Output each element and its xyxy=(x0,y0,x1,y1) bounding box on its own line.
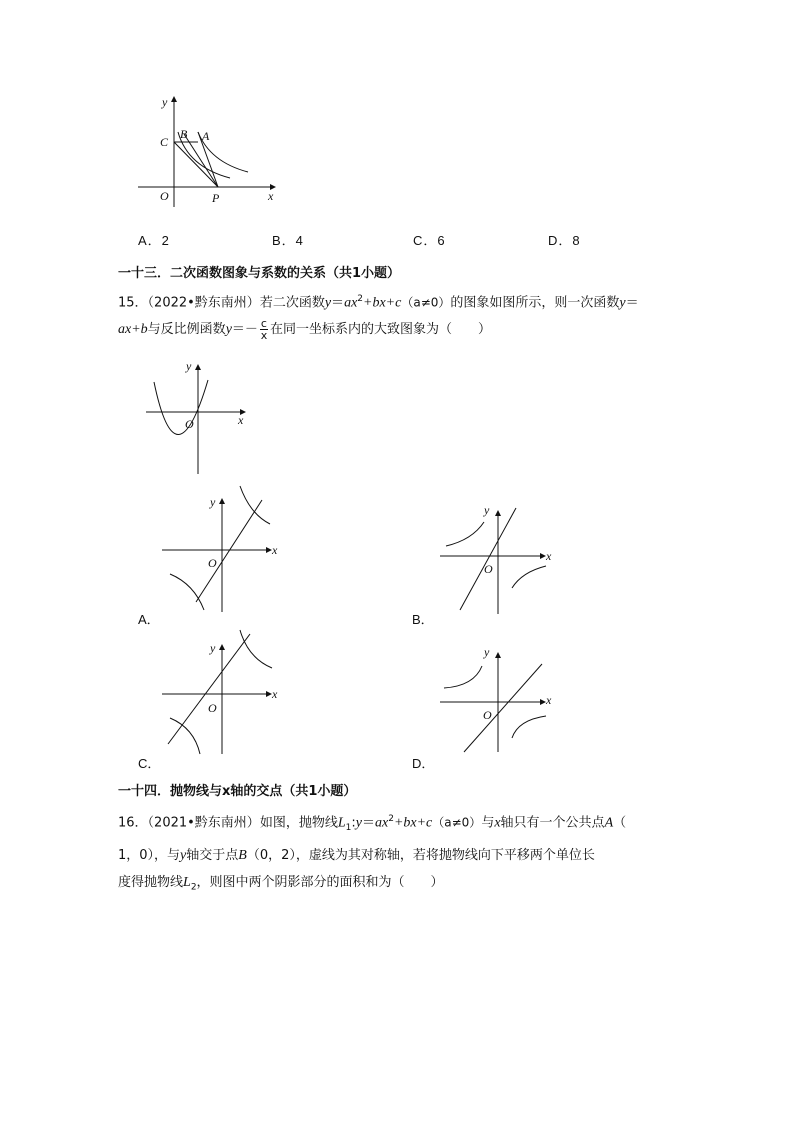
q14-option-b[interactable]: B．4 xyxy=(272,233,304,248)
label-O: O xyxy=(160,189,169,203)
label-x: x xyxy=(546,693,552,707)
q15-eq-linear: ax+b xyxy=(118,322,148,338)
label-O: O xyxy=(484,562,493,576)
q16-text-1: 如图，抛物线 xyxy=(259,815,338,831)
section-14-heading: 一十四．抛物线与x轴的交点（共1小题） xyxy=(118,784,357,799)
q15-option-c-label[interactable]: C． xyxy=(138,756,161,771)
q16-x: x xyxy=(494,815,501,831)
label-O: O xyxy=(483,708,492,722)
q15-text xyxy=(118,286,688,343)
label-O: O xyxy=(185,417,194,431)
section-13-heading: 一十三．二次函数图象与系数的关系（共1小题） xyxy=(118,266,401,281)
label-y: y xyxy=(484,503,490,517)
q16-source: （2021•黔东南州） xyxy=(147,815,260,831)
y-axis-arrow xyxy=(495,652,501,658)
q15-eq-eq1: ＝ xyxy=(331,295,345,311)
q16-text-7: 度得抛物线 xyxy=(118,874,184,890)
q15-parabola-figure xyxy=(140,358,260,478)
q16-text-5: 轴交于点 xyxy=(186,847,239,863)
q15-option-c-figure xyxy=(158,626,288,756)
q16-number: 16． xyxy=(118,815,148,831)
q16-L2: L xyxy=(183,874,191,890)
label-y: y xyxy=(210,641,216,655)
q16-y: y xyxy=(355,815,362,831)
q14-option-c[interactable]: C．6 xyxy=(413,233,446,248)
y-axis-arrow xyxy=(495,510,501,516)
line xyxy=(464,664,542,752)
label-x: x xyxy=(268,189,274,203)
q15-eq-y1: y xyxy=(324,295,332,311)
q16-L1-sub: 1 xyxy=(345,822,352,833)
label-x: x xyxy=(238,413,244,427)
q16-eq: ＝ xyxy=(361,815,375,831)
q15-text-2: 的图象如图所示，则一次函数 xyxy=(450,295,620,311)
segment-BP xyxy=(184,134,218,187)
q16-colon: : xyxy=(351,815,356,831)
q15-option-b-figure xyxy=(436,500,566,620)
line xyxy=(460,508,516,610)
q15-option-a-label[interactable]: A． xyxy=(138,612,160,627)
hyperbola-branch-1 xyxy=(240,630,272,668)
hyperbola-branch-1 xyxy=(240,486,270,524)
label-y: y xyxy=(186,359,192,373)
q15-number: 15． xyxy=(118,295,148,311)
label-B: B xyxy=(180,127,188,141)
q14-option-d[interactable]: D．8 xyxy=(548,233,581,248)
q15-text-4: 在同一坐标系内的大致图象为（ ） xyxy=(269,322,491,338)
q15-eq-sup: 2 xyxy=(357,294,364,304)
q15-fraction-num: c xyxy=(260,317,267,331)
q16-text-6: （0，2），虚线为其对称轴，若将抛物线向下平移两个单位长 xyxy=(246,847,595,863)
label-O: O xyxy=(208,701,217,715)
q16-line2-start: 1，0），与 xyxy=(118,847,181,863)
q15-fraction-den: x xyxy=(260,329,268,343)
q15-fraction xyxy=(260,318,268,341)
label-P: P xyxy=(212,191,220,205)
label-y: y xyxy=(484,645,490,659)
hyperbola-branch-3 xyxy=(170,574,204,610)
q16-quad-a: ax xyxy=(374,815,389,831)
label-x: x xyxy=(546,549,552,563)
q15-eq-quad-rest: +bx+c xyxy=(363,295,402,311)
q15-option-b-label[interactable]: B． xyxy=(412,612,434,627)
q16-yaxis: y xyxy=(180,847,187,863)
parabola xyxy=(154,380,208,435)
segment-CP xyxy=(174,142,218,187)
y-axis-arrow xyxy=(219,498,225,504)
hyperbola-branch-4 xyxy=(512,716,546,738)
hyperbola-branch-4 xyxy=(512,566,546,588)
q14-option-a[interactable]: A．2 xyxy=(138,233,170,248)
q16-quad-rest: +bx+c xyxy=(393,815,433,831)
q16-cond: （a≠0） xyxy=(432,815,482,830)
q16-text-3: 轴只有一个公共点 xyxy=(500,815,605,831)
q16-text-4: （ xyxy=(613,815,627,831)
line xyxy=(168,634,250,744)
hyperbola-branch-2 xyxy=(444,666,482,688)
line xyxy=(196,500,262,602)
label-x: x xyxy=(272,543,278,557)
q15-option-a-figure[interactable] xyxy=(158,484,288,614)
q16-B: B xyxy=(238,847,247,863)
q15-eq-eq3: ＝－ xyxy=(231,322,258,338)
q15-option-d-label[interactable]: D． xyxy=(412,756,435,771)
q15-eq-eq2: ＝ xyxy=(625,295,639,311)
q15-eq-y3: y xyxy=(225,322,232,338)
q16-text-2: 与 xyxy=(481,815,495,831)
q16-A: A xyxy=(604,815,614,831)
q16-text xyxy=(118,806,688,902)
q15-text-3: 与反比例函数 xyxy=(147,322,226,338)
q16-sup: 2 xyxy=(388,814,394,824)
q15-text-1: 若二次函数 xyxy=(259,295,325,311)
q16-text-8: ，则图中两个阴影部分的面积和为（ ） xyxy=(196,874,444,890)
q14-figure xyxy=(130,92,290,212)
y-axis-arrow xyxy=(219,644,225,650)
y-axis-arrow xyxy=(171,96,177,102)
q16-L2-sub: 2 xyxy=(190,882,197,893)
label-O: O xyxy=(208,556,217,570)
q15-eq-cond: （a≠0） xyxy=(401,295,451,310)
q15-eq-y2: y xyxy=(619,295,626,311)
q15-eq-quad-a: ax xyxy=(344,295,358,311)
label-x: x xyxy=(272,687,278,701)
label-y: y xyxy=(210,495,216,509)
q15-source: （2022•黔东南州） xyxy=(147,295,260,311)
hyperbola-branch-2 xyxy=(446,522,484,546)
q15-option-d-figure xyxy=(436,644,566,754)
y-axis-arrow xyxy=(195,364,201,370)
label-A: A xyxy=(202,129,210,143)
label-y: y xyxy=(162,95,168,109)
label-C: C xyxy=(160,135,169,149)
q16-L1: L xyxy=(337,815,346,831)
